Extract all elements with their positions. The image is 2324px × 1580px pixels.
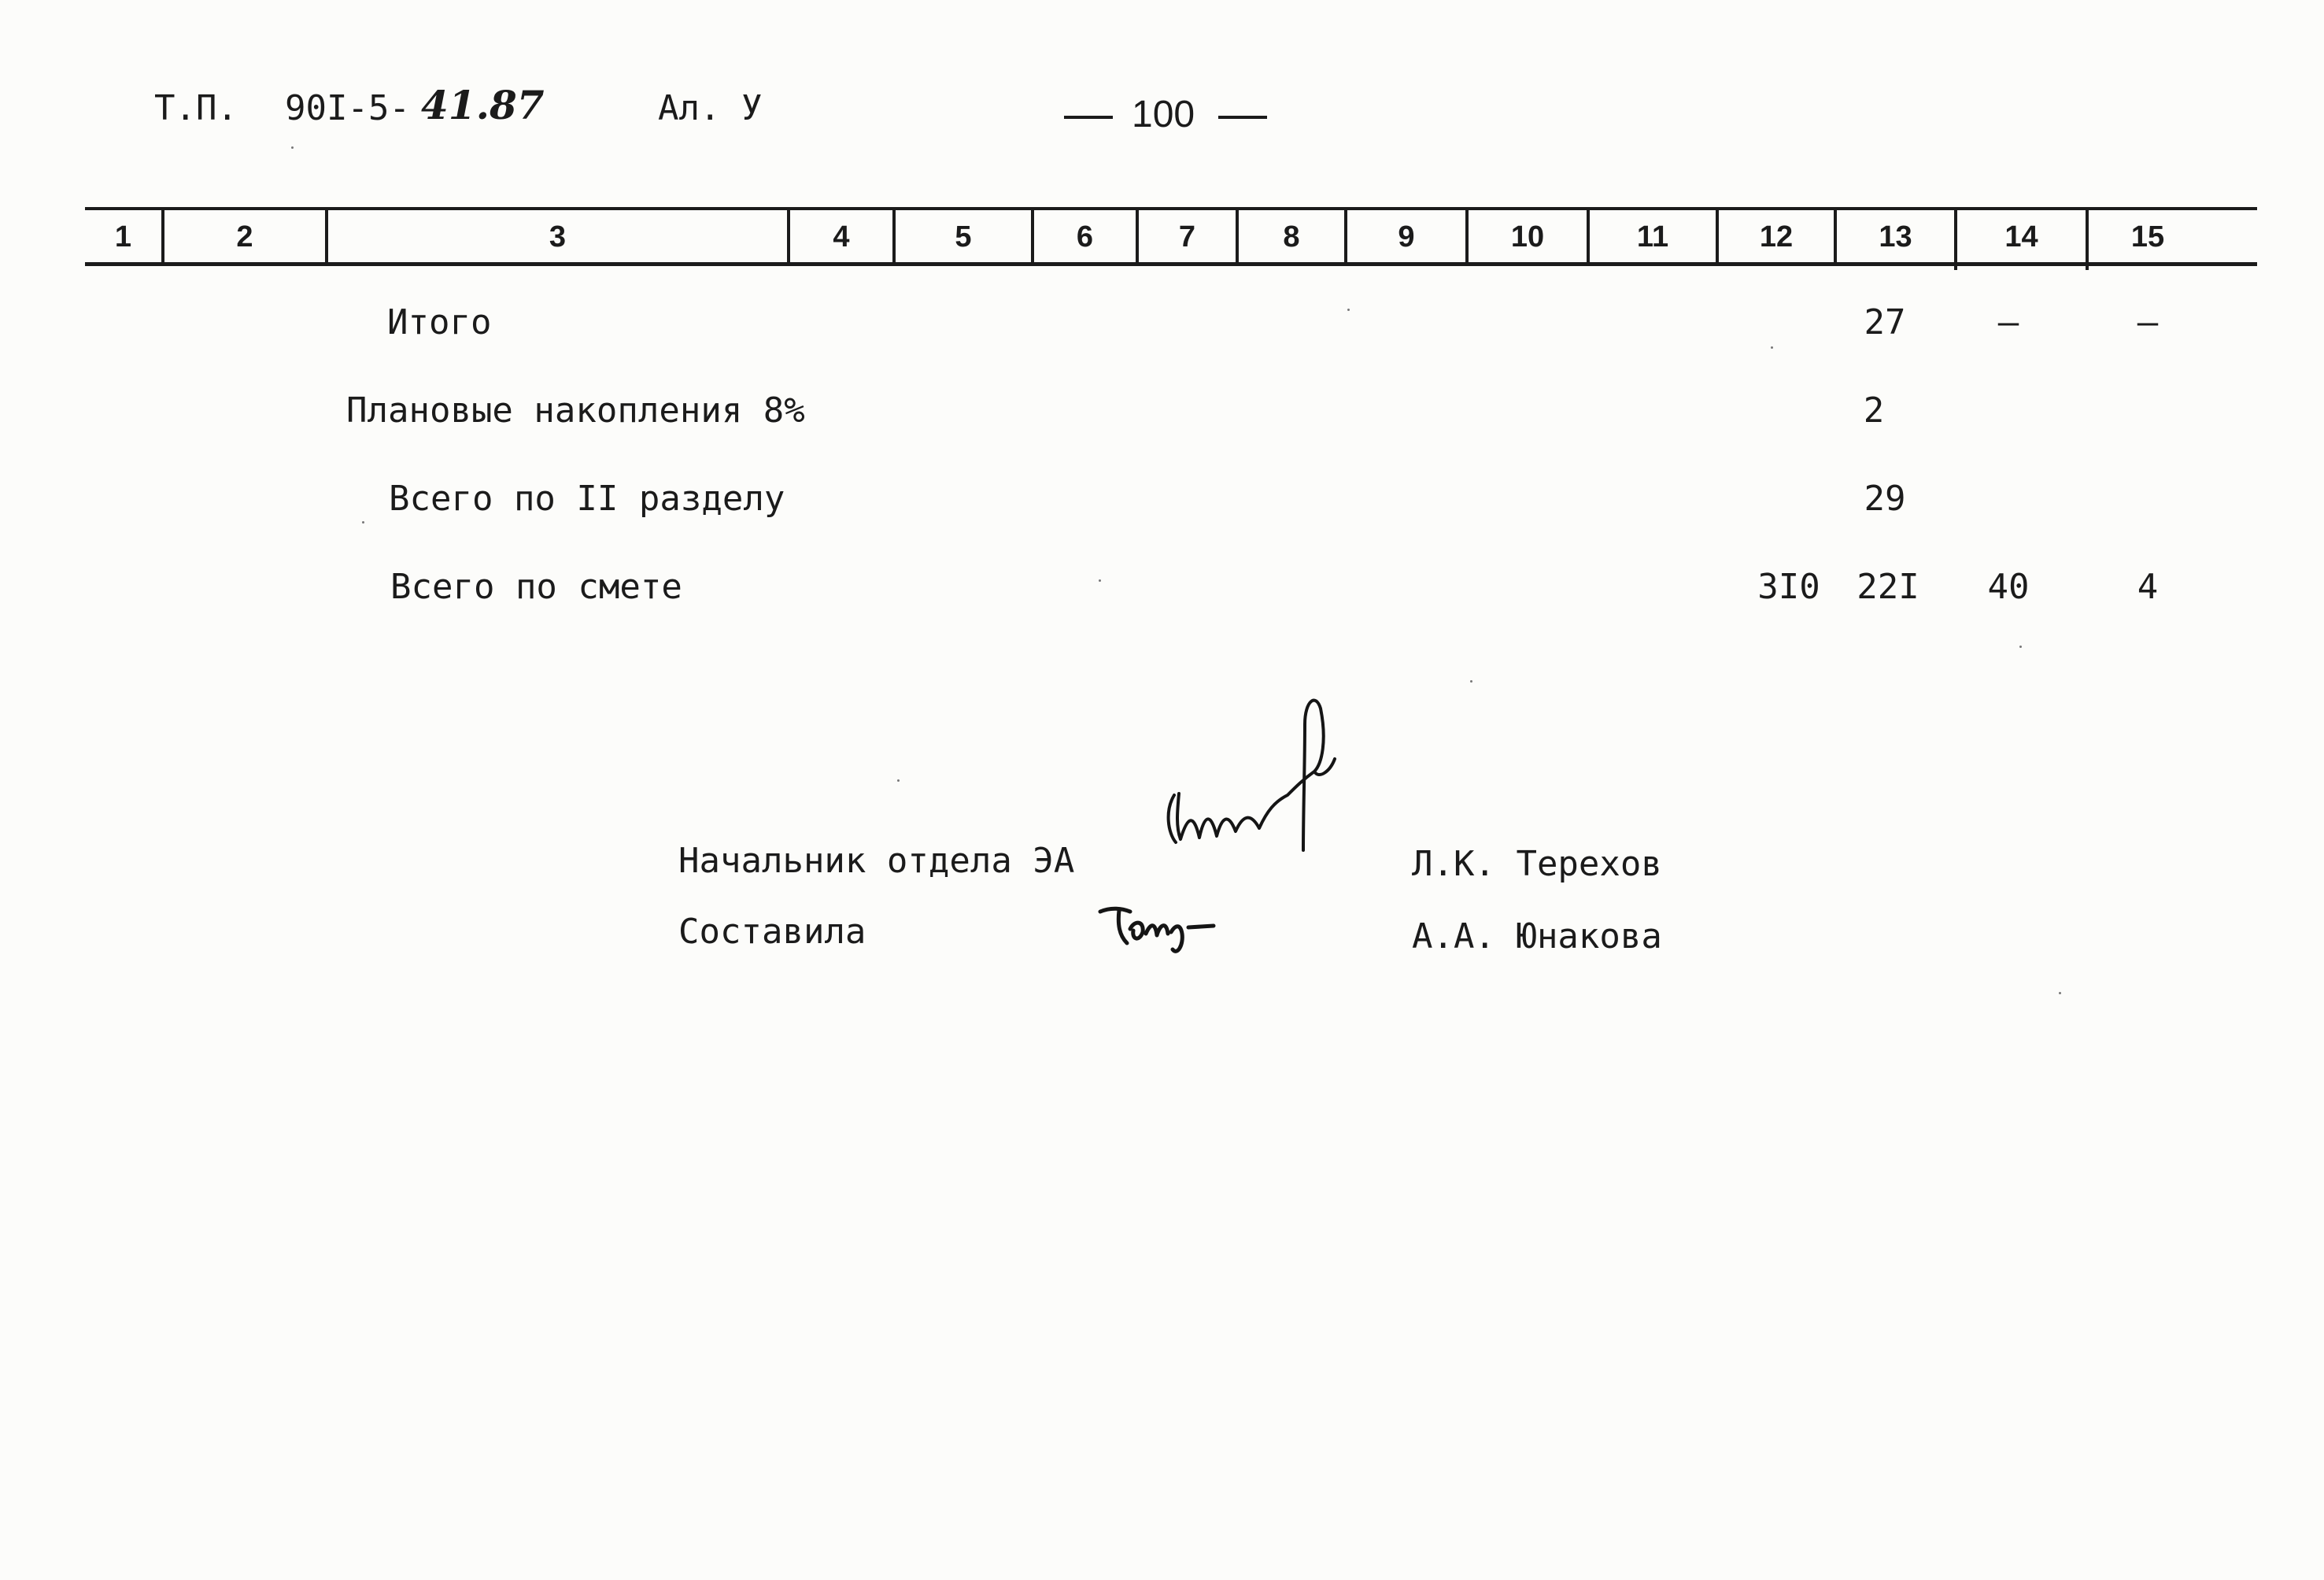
signature-name: А.А. Юнакова bbox=[1412, 916, 1662, 957]
column-number: 11 bbox=[1636, 220, 1669, 253]
column-number: 9 bbox=[1398, 220, 1415, 253]
column-number: 5 bbox=[955, 220, 972, 253]
column-number: 14 bbox=[2004, 220, 2038, 253]
column-number: 10 bbox=[1510, 220, 1545, 253]
row-label: Итого bbox=[387, 302, 492, 342]
cell-col13: 27 bbox=[1864, 302, 1906, 342]
scan-speck bbox=[1099, 579, 1101, 582]
column-number: 6 bbox=[1076, 220, 1094, 253]
scan-speck bbox=[1347, 309, 1350, 311]
handwritten-signature-1 bbox=[1149, 693, 1362, 897]
cell-col13: 22I bbox=[1857, 567, 1919, 607]
scan-speck bbox=[1470, 680, 1472, 683]
column-number: 12 bbox=[1759, 220, 1794, 253]
signature-name: Л.К. Терехов bbox=[1412, 844, 1662, 884]
column-number: 1 bbox=[114, 220, 132, 253]
scan-speck bbox=[362, 521, 364, 524]
cell-col12: 3I0 bbox=[1757, 567, 1820, 607]
album-label: Ал. У bbox=[658, 88, 763, 128]
column-number: 2 bbox=[236, 220, 253, 253]
page-number: 100 bbox=[1132, 94, 1195, 135]
column-number: 13 bbox=[1879, 220, 1912, 253]
cell-col14: 40 bbox=[1987, 567, 2030, 607]
tp-label: Т.П. bbox=[154, 88, 238, 128]
column-number: 15 bbox=[2130, 220, 2165, 253]
row-label: Всего по II разделу bbox=[389, 479, 785, 519]
cell-col13: 29 bbox=[1864, 479, 1906, 519]
page-number-dash-right bbox=[1218, 116, 1267, 119]
signature-role: Составила bbox=[678, 912, 866, 952]
cell-col13: 2 bbox=[1863, 390, 1885, 431]
row-label: Плановые накопления 8% bbox=[346, 390, 805, 431]
cell-col15: – bbox=[2137, 302, 2159, 342]
cell-col15: 4 bbox=[2137, 567, 2159, 607]
project-code-handwritten: 41.87 bbox=[421, 82, 545, 128]
column-number: 3 bbox=[549, 220, 567, 253]
scan-speck bbox=[291, 146, 294, 149]
signature-role: Начальник отдела ЭА bbox=[678, 841, 1075, 881]
scan-speck bbox=[2059, 992, 2061, 994]
row-label: Всего по смете bbox=[390, 567, 682, 607]
scan-speck bbox=[1771, 346, 1773, 349]
scan-speck bbox=[2019, 646, 2022, 648]
column-number: 7 bbox=[1178, 220, 1196, 253]
scan-speck bbox=[897, 779, 900, 782]
handwritten-signature-2 bbox=[1095, 897, 1237, 960]
cell-col14: – bbox=[1997, 302, 2019, 342]
column-number: 8 bbox=[1283, 220, 1300, 253]
table-top-rule bbox=[85, 207, 2257, 210]
project-code: 90I-5- bbox=[285, 88, 410, 128]
table-bottom-rule bbox=[85, 262, 2257, 266]
page-number-dash-left bbox=[1064, 116, 1113, 119]
column-number: 4 bbox=[833, 220, 850, 253]
